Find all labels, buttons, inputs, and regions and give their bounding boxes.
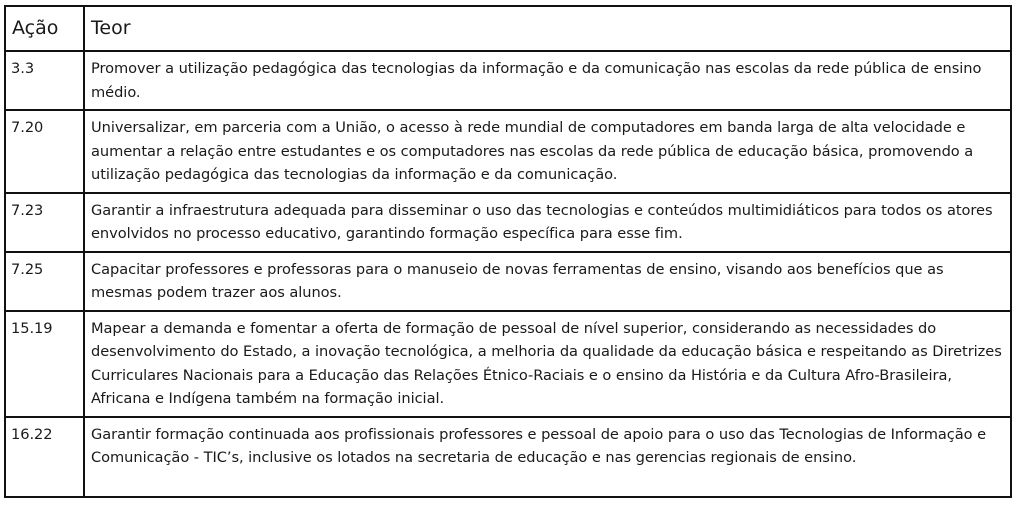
- teor-cell: Universalizar, em parceria com a União, o acesso à rede mundial de computadores em banda larga de alta velocidade e aumentar a relação entre estudantes e os computadores nas escolas da rede pública de educação básica, promovendo a utilização pedagógica das tecnologias da informação e da comunicação.: [84, 110, 1011, 193]
- acao-cell: 3.3: [5, 51, 84, 110]
- table-row: [5, 110, 1011, 193]
- acao-cell: 7.20: [5, 110, 84, 193]
- teor-cell: Mapear a demanda e fomentar a oferta de formação de pessoal de nível superior, considerando as necessidades do desenvolvimento do Estado, a inovação tecnológica, a melhoria da qualidade da educação básica e respeitando as Diretrizes Curriculares Nacionais para a Educação das Relações Étnico-Raciais e o ensino da História e da Cultura Afro-Brasileira, Africana e Indígena também na formação inicial.: [84, 311, 1011, 417]
- teor-cell: Promover a utilização pedagógica das tecnologias da informação e da comunicação nas escolas da rede pública de ensino médio.: [84, 51, 1011, 110]
- table-row: [5, 311, 1011, 417]
- table-row: [5, 51, 1011, 110]
- table-row: [5, 193, 1011, 252]
- acao-cell: 16.22: [5, 417, 84, 497]
- header-acao: Ação: [5, 6, 84, 51]
- table-header-row: [5, 6, 1011, 51]
- table-row: [5, 252, 1011, 311]
- acao-cell: 7.23: [5, 193, 84, 252]
- teor-cell: Garantir formação continuada aos profissionais professores e pessoal de apoio para o uso das Tecnologias de Informação e Comunicação - TIC’s, inclusive os lotados na secretaria de educação e nas gerencias regionais de ensino.: [84, 417, 1011, 497]
- teor-cell: Garantir a infraestrutura adequada para disseminar o uso das tecnologias e conteúdos multimidiáticos para todos os atores envolvidos no processo educativo, garantindo formação específica para esse fim.: [84, 193, 1011, 252]
- teor-cell: Capacitar professores e professoras para o manuseio de novas ferramentas de ensino, visando aos benefícios que as mesmas podem trazer aos alunos.: [84, 252, 1011, 311]
- table-row: [5, 417, 1011, 497]
- acao-cell: 15.19: [5, 311, 84, 417]
- header-teor: Teor: [84, 6, 1011, 51]
- actions-table: [4, 5, 1012, 498]
- acao-cell: 7.25: [5, 252, 84, 311]
